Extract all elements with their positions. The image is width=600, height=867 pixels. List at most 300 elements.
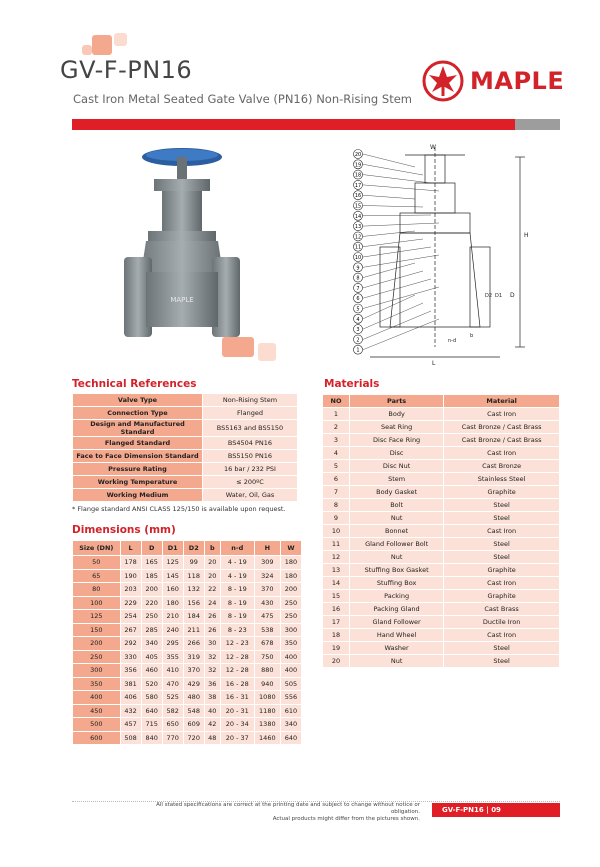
tech-row bbox=[73, 394, 297, 406]
dimension-cell: 340 bbox=[281, 718, 301, 731]
material-name: Steel bbox=[444, 551, 559, 563]
dimension-cell: 520 bbox=[142, 678, 162, 691]
material-part: Nut bbox=[350, 512, 443, 524]
material-no: 20 bbox=[323, 655, 349, 667]
material-row bbox=[323, 499, 559, 511]
material-no: 8 bbox=[323, 499, 349, 511]
material-no: 13 bbox=[323, 564, 349, 576]
product-photo bbox=[72, 137, 295, 365]
dimension-header: H bbox=[255, 541, 280, 555]
dimension-cell: 32 bbox=[205, 651, 220, 664]
dimension-cell: 609 bbox=[184, 718, 204, 731]
dimension-cell: 65 bbox=[73, 570, 120, 583]
dimension-cell: 400 bbox=[281, 651, 301, 664]
dimension-cell: 640 bbox=[142, 705, 162, 718]
material-row bbox=[323, 655, 559, 667]
dimension-cell: 319 bbox=[184, 651, 204, 664]
material-part: Stem bbox=[350, 473, 443, 485]
dimension-cell: 32 bbox=[205, 664, 220, 677]
part-callout-leader bbox=[363, 215, 431, 216]
dimension-cell: 370 bbox=[184, 664, 204, 677]
dimension-cell: 180 bbox=[163, 597, 183, 610]
dimension-cell: 285 bbox=[142, 624, 162, 637]
drawing-label-nd: n-d bbox=[448, 338, 457, 344]
dimension-cell: 156 bbox=[184, 597, 204, 610]
material-no: 7 bbox=[323, 486, 349, 498]
dimension-cell: 40 bbox=[205, 705, 220, 718]
material-no: 6 bbox=[323, 473, 349, 485]
decor-square bbox=[92, 35, 112, 55]
material-name: Cast Iron bbox=[444, 408, 559, 420]
material-no: 2 bbox=[323, 421, 349, 433]
part-callout-number: 6 bbox=[356, 296, 360, 303]
footer-disclaimer-line1: All stated specifications are correct at the printing date and subject to change without notice or obligation. bbox=[156, 802, 420, 815]
dimension-cell: 26 bbox=[205, 624, 220, 637]
part-callout-number: 13 bbox=[354, 224, 362, 231]
dimension-cell: 180 bbox=[281, 570, 301, 583]
material-row bbox=[323, 603, 559, 615]
dimension-cell: 582 bbox=[163, 705, 183, 718]
part-callout-number: 12 bbox=[354, 234, 362, 241]
dimension-cell: 36 bbox=[205, 678, 220, 691]
tech-value: Flanged bbox=[203, 407, 297, 419]
part-callout-leader bbox=[363, 295, 415, 319]
tech-label: Working Medium bbox=[73, 489, 202, 501]
dimension-cell: 309 bbox=[255, 556, 280, 569]
part-callout-number: 19 bbox=[354, 162, 362, 169]
technical-drawing bbox=[320, 137, 560, 365]
dimension-cell: 355 bbox=[163, 651, 183, 664]
footer-page-badge: GV-F-PN16 | 09 bbox=[432, 803, 560, 817]
brand-name: MAPLE bbox=[470, 67, 565, 95]
dimension-cell: 220 bbox=[142, 597, 162, 610]
brand-logo bbox=[422, 60, 564, 102]
dimension-header: D2 bbox=[184, 541, 204, 555]
material-no: 3 bbox=[323, 434, 349, 446]
dimension-cell: 505 bbox=[281, 678, 301, 691]
dimension-row bbox=[73, 651, 301, 664]
decor-square bbox=[82, 45, 92, 55]
dimension-cell: 840 bbox=[142, 732, 162, 745]
dimension-cell: 292 bbox=[121, 637, 141, 650]
tech-label: Valve Type bbox=[73, 394, 202, 406]
dimension-cell: 48 bbox=[205, 732, 220, 745]
dimension-cell: 500 bbox=[73, 718, 120, 731]
drawing-label-d1: D1 bbox=[495, 293, 503, 299]
drawing-label-w: W bbox=[430, 144, 436, 151]
dimension-cell: 132 bbox=[184, 583, 204, 596]
dimension-cell: 538 bbox=[255, 624, 280, 637]
material-part: Disc Nut bbox=[350, 460, 443, 472]
material-name: Graphite bbox=[444, 486, 559, 498]
dimension-cell: 508 bbox=[121, 732, 141, 745]
dimension-cell: 1460 bbox=[255, 732, 280, 745]
dimension-cell: 12 - 28 bbox=[221, 664, 254, 677]
dimension-cell: 350 bbox=[281, 637, 301, 650]
dimension-cell: 200 bbox=[73, 637, 120, 650]
dimension-cell: 480 bbox=[184, 691, 204, 704]
material-part: Seat Ring bbox=[350, 421, 443, 433]
material-part: Stuffing Box bbox=[350, 577, 443, 589]
dimension-cell: 250 bbox=[73, 651, 120, 664]
part-callout-leader bbox=[363, 279, 431, 298]
dimension-header: Size (DN) bbox=[73, 541, 120, 555]
dimension-cell: 250 bbox=[281, 597, 301, 610]
material-name: Stainless Steel bbox=[444, 473, 559, 485]
materials-header-material: Material bbox=[444, 395, 559, 407]
materials-header-no: NO bbox=[323, 395, 349, 407]
material-no: 17 bbox=[323, 616, 349, 628]
material-part: Disc Face Ring bbox=[350, 434, 443, 446]
material-name: Cast Iron bbox=[444, 525, 559, 537]
dimension-cell: 340 bbox=[142, 637, 162, 650]
part-callout-number: 11 bbox=[354, 244, 362, 251]
dimension-cell: 470 bbox=[163, 678, 183, 691]
dimension-cell: 880 bbox=[255, 664, 280, 677]
dimension-cell: 26 bbox=[205, 610, 220, 623]
part-callout-leader bbox=[363, 231, 415, 236]
tech-value: BS4504 PN16 bbox=[203, 437, 297, 449]
footer-disclaimer-line2: Actual products might differ from the pictures shown. bbox=[272, 816, 420, 822]
part-callout-number: 20 bbox=[354, 152, 362, 158]
material-name: Cast Iron bbox=[444, 447, 559, 459]
dimension-cell: 406 bbox=[121, 691, 141, 704]
material-name: Steel bbox=[444, 512, 559, 524]
materials-title: Materials bbox=[324, 378, 380, 390]
dimension-cell: 400 bbox=[73, 691, 120, 704]
dimension-cell: 8 - 19 bbox=[221, 610, 254, 623]
material-row bbox=[323, 616, 559, 628]
part-callout-number: 14 bbox=[354, 213, 362, 220]
dimension-cell: 254 bbox=[121, 610, 141, 623]
dimension-cell: 200 bbox=[142, 583, 162, 596]
dimension-row bbox=[73, 624, 301, 637]
dimension-cell: 720 bbox=[184, 732, 204, 745]
tech-value: BS5163 and BS5150 bbox=[203, 420, 297, 436]
material-row bbox=[323, 577, 559, 589]
dimension-row bbox=[73, 678, 301, 691]
material-no: 15 bbox=[323, 590, 349, 602]
dimension-cell: 381 bbox=[121, 678, 141, 691]
tech-row bbox=[73, 437, 297, 449]
material-row bbox=[323, 642, 559, 654]
materials-header-parts: Parts bbox=[350, 395, 443, 407]
maple-leaf-icon bbox=[422, 60, 464, 102]
dimension-cell: 8 - 23 bbox=[221, 624, 254, 637]
dimension-row bbox=[73, 732, 301, 745]
dimension-row bbox=[73, 637, 301, 650]
dimension-cell: 525 bbox=[163, 691, 183, 704]
dimension-header: D bbox=[142, 541, 162, 555]
part-callout-leader bbox=[363, 287, 439, 309]
part-callout-leader bbox=[363, 223, 439, 226]
material-no: 12 bbox=[323, 551, 349, 563]
material-name: Cast Bronze bbox=[444, 460, 559, 472]
dimension-cell: 610 bbox=[281, 705, 301, 718]
dimension-cell: 118 bbox=[184, 570, 204, 583]
dimension-cell: 400 bbox=[281, 664, 301, 677]
dimension-header: W bbox=[281, 541, 301, 555]
material-name: Steel bbox=[444, 538, 559, 550]
tech-value: Non-Rising Stem bbox=[203, 394, 297, 406]
material-name: Cast Iron bbox=[444, 629, 559, 641]
dimension-cell: 250 bbox=[281, 610, 301, 623]
part-callout-leader bbox=[363, 195, 415, 199]
dimension-row bbox=[73, 610, 301, 623]
material-row bbox=[323, 590, 559, 602]
dimension-cell: 715 bbox=[142, 718, 162, 731]
drawing-label-d: D bbox=[510, 292, 515, 299]
dimension-cell: 211 bbox=[184, 624, 204, 637]
material-part: Gland Follower Bolt bbox=[350, 538, 443, 550]
dimension-cell: 750 bbox=[255, 651, 280, 664]
material-name: Cast Bronze / Cast Brass bbox=[444, 421, 559, 433]
material-row bbox=[323, 629, 559, 641]
dimension-cell: 160 bbox=[163, 583, 183, 596]
dimension-cell: 42 bbox=[205, 718, 220, 731]
dimension-cell: 640 bbox=[281, 732, 301, 745]
tech-value: ≤ 200ºC bbox=[203, 476, 297, 488]
dimension-cell: 229 bbox=[121, 597, 141, 610]
dimension-cell: 940 bbox=[255, 678, 280, 691]
part-callout-number: 10 bbox=[354, 255, 362, 261]
dimension-cell: 8 - 19 bbox=[221, 597, 254, 610]
tech-value: BS5150 PN16 bbox=[203, 450, 297, 462]
dimension-row bbox=[73, 570, 301, 583]
dimension-cell: 16 - 28 bbox=[221, 678, 254, 691]
material-row bbox=[323, 460, 559, 472]
tech-value: 16 bar / 232 PSI bbox=[203, 463, 297, 475]
dimension-cell: 185 bbox=[142, 570, 162, 583]
part-callout-number: 5 bbox=[356, 306, 360, 313]
tech-row bbox=[73, 489, 297, 501]
dimension-cell: 432 bbox=[121, 705, 141, 718]
tech-label: Face to Face Dimension Standard bbox=[73, 450, 202, 462]
material-no: 11 bbox=[323, 538, 349, 550]
material-part: Body Gasket bbox=[350, 486, 443, 498]
dimension-row bbox=[73, 705, 301, 718]
dimension-cell: 184 bbox=[184, 610, 204, 623]
material-part: Hand Wheel bbox=[350, 629, 443, 641]
technical-references-title: Technical References bbox=[72, 378, 197, 390]
material-row bbox=[323, 551, 559, 563]
dimension-cell: 475 bbox=[255, 610, 280, 623]
dimension-cell: 356 bbox=[121, 664, 141, 677]
material-part: Body bbox=[350, 408, 443, 420]
part-callout-leader bbox=[363, 175, 431, 183]
dimension-cell: 350 bbox=[73, 678, 120, 691]
material-part: Bolt bbox=[350, 499, 443, 511]
dimension-cell: 4 - 19 bbox=[221, 570, 254, 583]
material-row bbox=[323, 538, 559, 550]
material-name: Cast Brass bbox=[444, 603, 559, 615]
page-title: GV-F-PN16 bbox=[60, 56, 193, 84]
tech-label: Connection Type bbox=[73, 407, 202, 419]
flange-note: * Flange standard ANSI CLASS 125/150 is available upon request. bbox=[72, 505, 286, 513]
material-name: Graphite bbox=[444, 590, 559, 602]
dimension-cell: 20 - 37 bbox=[221, 732, 254, 745]
drawing-label-d2: D2 bbox=[485, 293, 493, 299]
dimension-cell: 295 bbox=[163, 637, 183, 650]
dimension-cell: 430 bbox=[255, 597, 280, 610]
part-callout-leader bbox=[363, 311, 431, 339]
material-row bbox=[323, 408, 559, 420]
material-no: 5 bbox=[323, 460, 349, 472]
dimension-cell: 556 bbox=[281, 691, 301, 704]
material-part: Packing bbox=[350, 590, 443, 602]
dimension-cell: 266 bbox=[184, 637, 204, 650]
dimension-cell: 450 bbox=[73, 705, 120, 718]
materials-table bbox=[322, 394, 560, 668]
material-no: 9 bbox=[323, 512, 349, 524]
dimension-cell: 429 bbox=[184, 678, 204, 691]
material-no: 14 bbox=[323, 577, 349, 589]
dimension-header: L bbox=[121, 541, 141, 555]
part-callout-leader bbox=[363, 185, 439, 191]
material-name: Steel bbox=[444, 655, 559, 667]
material-row bbox=[323, 564, 559, 576]
dimension-cell: 1180 bbox=[255, 705, 280, 718]
material-name: Cast Bronze / Cast Brass bbox=[444, 434, 559, 446]
dimension-cell: 200 bbox=[281, 583, 301, 596]
part-callout-leader bbox=[363, 206, 423, 208]
dimension-cell: 20 - 31 bbox=[221, 705, 254, 718]
part-callout-number: 1 bbox=[356, 347, 360, 354]
dimension-header: D1 bbox=[163, 541, 183, 555]
drawing-label-l: L bbox=[432, 360, 436, 365]
dimension-cell: 300 bbox=[281, 624, 301, 637]
part-callout-number: 7 bbox=[356, 285, 360, 292]
decor-square bbox=[114, 33, 127, 46]
dimension-cell: 125 bbox=[163, 556, 183, 569]
dimension-cell: 50 bbox=[73, 556, 120, 569]
technical-references-table bbox=[72, 393, 298, 502]
tech-label: Flanged Standard bbox=[73, 437, 202, 449]
dimension-cell: 22 bbox=[205, 583, 220, 596]
tech-value: Water, Oil, Gas bbox=[203, 489, 297, 501]
material-no: 16 bbox=[323, 603, 349, 615]
dimension-row bbox=[73, 583, 301, 596]
tech-row bbox=[73, 420, 297, 436]
material-row bbox=[323, 473, 559, 485]
material-no: 19 bbox=[323, 642, 349, 654]
dimension-cell: 150 bbox=[73, 624, 120, 637]
dimension-cell: 650 bbox=[163, 718, 183, 731]
part-callout-leader bbox=[363, 164, 423, 175]
dimension-cell: 580 bbox=[142, 691, 162, 704]
material-no: 18 bbox=[323, 629, 349, 641]
dimension-cell: 770 bbox=[163, 732, 183, 745]
dimension-cell: 12 - 28 bbox=[221, 651, 254, 664]
material-name: Steel bbox=[444, 499, 559, 511]
dimension-cell: 178 bbox=[121, 556, 141, 569]
part-callout-number: 3 bbox=[356, 327, 360, 334]
part-callout-leader bbox=[363, 271, 423, 288]
material-part: Bonnet bbox=[350, 525, 443, 537]
dimension-cell: 457 bbox=[121, 718, 141, 731]
material-no: 4 bbox=[323, 447, 349, 459]
material-no: 1 bbox=[323, 408, 349, 420]
footer-disclaimer bbox=[150, 802, 420, 823]
dimension-row bbox=[73, 718, 301, 731]
dimension-cell: 165 bbox=[142, 556, 162, 569]
dimension-cell: 8 - 19 bbox=[221, 583, 254, 596]
dimension-cell: 203 bbox=[121, 583, 141, 596]
dimension-cell: 1380 bbox=[255, 718, 280, 731]
tech-row bbox=[73, 476, 297, 488]
dimension-cell: 24 bbox=[205, 597, 220, 610]
part-callout-number: 17 bbox=[354, 182, 362, 189]
part-callout-number: 8 bbox=[356, 275, 360, 282]
dimension-cell: 180 bbox=[281, 556, 301, 569]
dimensions-table bbox=[72, 540, 302, 745]
dimension-cell: 250 bbox=[142, 610, 162, 623]
part-callout-number: 4 bbox=[356, 316, 360, 323]
dimension-cell: 324 bbox=[255, 570, 280, 583]
part-callout-number: 15 bbox=[354, 203, 362, 210]
dimension-cell: 16 - 31 bbox=[221, 691, 254, 704]
part-callout-number: 16 bbox=[354, 193, 362, 200]
material-name: Graphite bbox=[444, 564, 559, 576]
dimensions-title: Dimensions (mm) bbox=[72, 524, 176, 536]
dimension-cell: 125 bbox=[73, 610, 120, 623]
dimension-row bbox=[73, 556, 301, 569]
part-callout-leader bbox=[363, 303, 423, 329]
dimension-cell: 240 bbox=[163, 624, 183, 637]
dimension-cell: 38 bbox=[205, 691, 220, 704]
dimension-cell: 300 bbox=[73, 664, 120, 677]
material-part: Disc bbox=[350, 447, 443, 459]
part-callout-number: 18 bbox=[354, 172, 362, 179]
material-no: 10 bbox=[323, 525, 349, 537]
valve-body-mark: MAPLE bbox=[170, 296, 194, 304]
material-name: Cast Iron bbox=[444, 577, 559, 589]
dimension-cell: 460 bbox=[142, 664, 162, 677]
dimension-cell: 145 bbox=[163, 570, 183, 583]
dimension-cell: 330 bbox=[121, 651, 141, 664]
dimension-cell: 100 bbox=[73, 597, 120, 610]
drawing-label-b: b bbox=[470, 333, 474, 339]
dimension-row bbox=[73, 664, 301, 677]
dimension-cell: 20 bbox=[205, 570, 220, 583]
material-part: Stuffing Box Gasket bbox=[350, 564, 443, 576]
drawing-label-h: H bbox=[524, 232, 529, 239]
dimension-cell: 80 bbox=[73, 583, 120, 596]
tech-label: Working Temperature bbox=[73, 476, 202, 488]
tech-label: Design and Manufactured Standard bbox=[73, 420, 202, 436]
dimension-cell: 210 bbox=[163, 610, 183, 623]
part-callout-number: 2 bbox=[356, 337, 360, 344]
header-bar-accent bbox=[515, 119, 560, 130]
dimension-cell: 267 bbox=[121, 624, 141, 637]
dimension-cell: 678 bbox=[255, 637, 280, 650]
material-part: Nut bbox=[350, 655, 443, 667]
part-callout-leader bbox=[363, 247, 431, 257]
dimension-cell: 20 - 34 bbox=[221, 718, 254, 731]
dimension-cell: 20 bbox=[205, 556, 220, 569]
dimension-cell: 548 bbox=[184, 705, 204, 718]
material-name: Steel bbox=[444, 642, 559, 654]
part-callout-leader bbox=[363, 255, 439, 267]
tech-row bbox=[73, 450, 297, 462]
material-part: Nut bbox=[350, 551, 443, 563]
dimension-cell: 190 bbox=[121, 570, 141, 583]
material-part: Gland Follower bbox=[350, 616, 443, 628]
dimension-cell: 600 bbox=[73, 732, 120, 745]
part-callout-leader bbox=[363, 239, 423, 247]
material-row bbox=[323, 525, 559, 537]
dimension-cell: 1080 bbox=[255, 691, 280, 704]
